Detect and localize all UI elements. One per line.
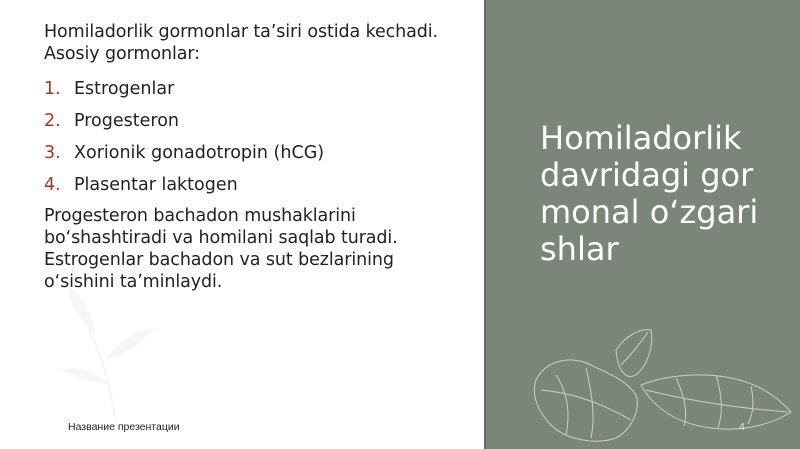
slide-title: Homiladorlik davridagi gormonal o‘zgarishlar bbox=[540, 119, 759, 268]
intro-text: Homiladorlik gormonlar ta’siri ostida kechadi. Asosiy gormonlar: bbox=[44, 22, 439, 64]
outro-text: Progesteron bachadon mushaklarini bo‘shashtiradi va homilani saqlab turadi. Estrogenlar bachadon va sut bezlarining o‘sishini ta’minlaydi. bbox=[44, 206, 398, 292]
list-number: 1. bbox=[44, 79, 61, 99]
list-item bbox=[44, 137, 464, 169]
list-item-text: Plasentar laktogen bbox=[74, 175, 238, 195]
list-item bbox=[44, 73, 464, 105]
footer-presentation-title: Название презентации bbox=[68, 421, 180, 433]
list-item-text: Xorionik gonadotropin (hCG) bbox=[74, 143, 325, 163]
content-area bbox=[44, 21, 464, 293]
list-item bbox=[44, 105, 464, 137]
list-number: 3. bbox=[44, 143, 61, 163]
list-item-text: Estrogenlar bbox=[74, 79, 175, 99]
list-item-text: Progesteron bbox=[74, 111, 179, 131]
title-panel bbox=[484, 0, 800, 449]
list-item bbox=[44, 169, 464, 201]
page-number: 4 bbox=[739, 421, 745, 433]
hormone-list bbox=[44, 73, 464, 201]
list-number: 2. bbox=[44, 111, 61, 131]
list-number: 4. bbox=[44, 175, 61, 195]
leaf-illustration-icon bbox=[526, 320, 796, 445]
